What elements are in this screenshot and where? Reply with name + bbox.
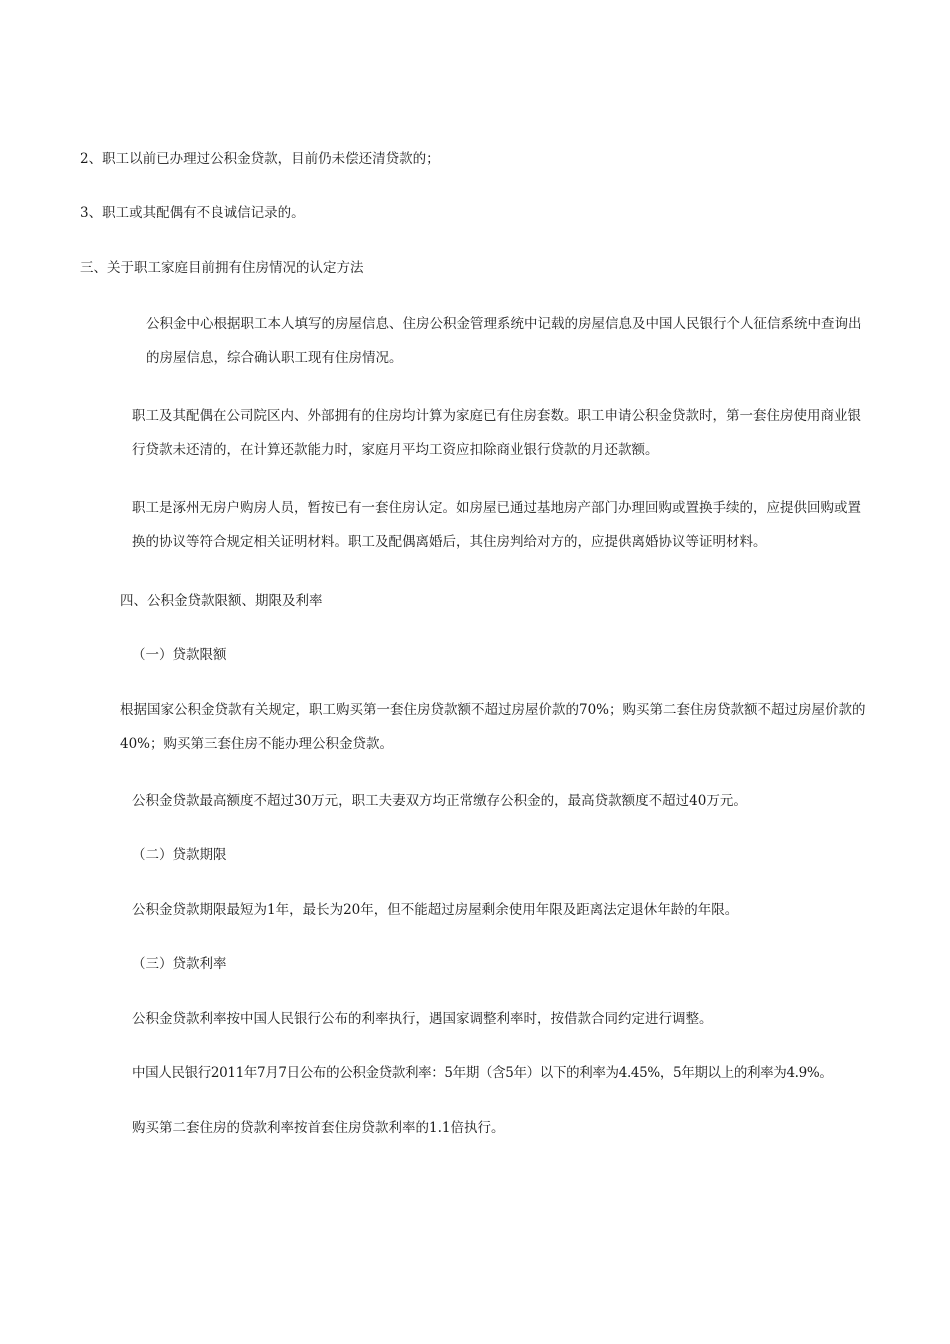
paragraph-second-home-rate: 购买第二套住房的贷款利率按首套住房贷款利率的1.1倍执行。 (132, 1120, 505, 1136)
subheading-loan-rate: （三）贷款利率 (132, 956, 227, 972)
paragraph-housing-confirmation: 公积金中心根据职工本人填写的房屋信息、住房公积金管理系统中记载的房屋信息及中国人民银行个人征信系统中查询出的房屋信息，综合确认职工现有住房情况。 (146, 316, 862, 366)
paragraph-condition-2: 2、职工以前已办理过公积金贷款，目前仍未偿还清贷款的； (80, 151, 440, 167)
paragraph-loan-max-amount: 公积金贷款最高额度不超过30万元，职工夫妻双方均正常缴存公积金的，最高贷款额度不超过40万元。 (132, 793, 747, 809)
subheading-loan-limit: （一）贷款限额 (132, 647, 227, 663)
section-heading-3: 三、关于职工家庭目前拥有住房情况的认定方法 (80, 260, 364, 276)
paragraph-condition-3: 3、职工或其配偶有不良诚信记录的。 (80, 205, 305, 221)
paragraph-loan-term-rules: 公积金贷款期限最短为1年，最长为20年，但不能超过房屋剩余使用年限及距离法定退休年龄的年限。 (132, 902, 739, 918)
section-heading-4: 四、公积金贷款限额、期限及利率 (120, 593, 323, 609)
paragraph-2011-rates: 中国人民银行2011年7月7日公布的公积金贷款利率：5年期（含5年）以下的利率为4.45%，5年期以上的利率为4.9%。 (132, 1065, 833, 1081)
paragraph-housing-count: 职工及其配偶在公司院区内、外部拥有的住房均计算为家庭已有住房套数。职工申请公积金贷款时，第一套住房使用商业银行贷款未还清的，在计算还款能力时，家庭月平均工资应扣除商业银行贷款的月还款额。 (132, 408, 861, 458)
subheading-loan-term: （二）贷款期限 (132, 847, 227, 863)
paragraph-loan-rate-rules: 公积金贷款利率按中国人民银行公布的利率执行，遇国家调整利率时，按借款合同约定进行调整。 (132, 1011, 713, 1027)
paragraph-loan-limit-rules: 根据国家公积金贷款有关规定，职工购买第一套住房贷款额不超过房屋价款的70%；购买第二套住房贷款额不超过房屋价款的40%；购买第三套住房不能办理公积金贷款。 (120, 702, 866, 752)
paragraph-zhuozhou-housing: 职工是涿州无房户购房人员，暂按已有一套住房认定。如房屋已通过基地房产部门办理回购或置换手续的，应提供回购或置换的协议等符合规定相关证明材料。职工及配偶离婚后，其住房判给对方的，应提供离婚协议等证明材料。 (132, 500, 861, 550)
